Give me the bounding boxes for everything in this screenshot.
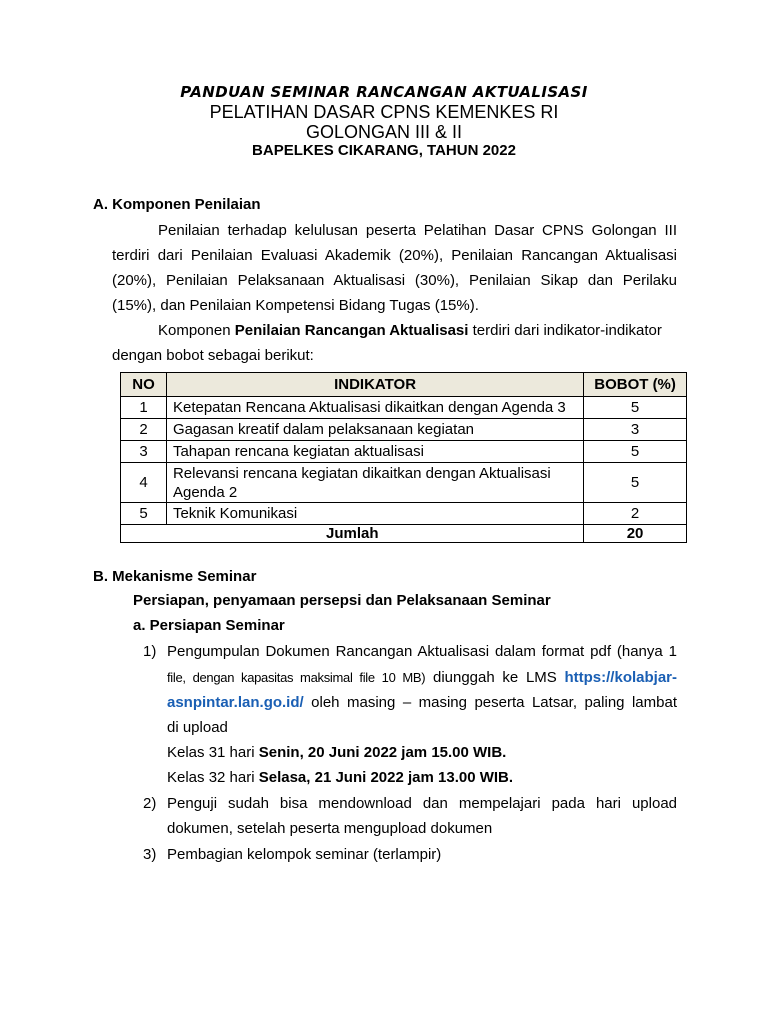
column-header-bobot: BOBOT (%) [584, 373, 687, 397]
cell-no: 2 [121, 419, 167, 441]
section-b-heading: B. Mekanisme Seminar [93, 568, 257, 585]
para2-bold-term: Penilaian Rancangan Aktualisasi [234, 322, 469, 339]
kelas32-schedule: Kelas 32 hari Selasa, 21 Juni 2022 jam 13.00 WIB. [167, 769, 514, 786]
cell-indikator: Teknik Komunikasi [166, 503, 583, 525]
table-row [121, 397, 687, 419]
section-a-para1-line1: Penilaian terhadap kelulusan peserta Pelatihan Dasar CPNS Golongan III [158, 222, 677, 239]
cell-no: 3 [121, 441, 167, 463]
table-row [121, 463, 687, 503]
section-a-para1-line4: (15%), dan Penilaian Kompetensi Bidang Tugas (15%). [112, 297, 479, 314]
table-row [121, 441, 687, 463]
section-a-para2-line1: Komponen Penilaian Rancangan Aktualisasi terdiri dari indikator-indikator [158, 322, 662, 339]
column-header-indikator: INDIKATOR [166, 373, 583, 397]
cell-no: 1 [121, 397, 167, 419]
table-header-row [121, 373, 687, 397]
item2-line2: dokumen, setelah peserta mengupload dokumen [167, 820, 493, 837]
item1-line3: asnpintar.lan.go.id/ oleh masing – masing peserta Latsar, paling lambat [167, 694, 677, 711]
cell-indikator: Ketepatan Rencana Aktualisasi dikaitkan dengan Agenda 3 [166, 397, 583, 419]
cell-indikator: Relevansi rencana kegiatan dikaitkan dengan Aktualisasi Agenda 2 [166, 463, 583, 503]
item1-line2: file, dengan kapasitas maksimal file 10 MB) diunggah ke LMS https://kolabjar- [167, 669, 677, 686]
cell-no: 4 [121, 463, 167, 503]
item1-line4: di upload [167, 719, 228, 736]
cell-bobot: 5 [584, 397, 687, 419]
item3-number: 3) [143, 846, 157, 863]
cell-bobot: 5 [584, 463, 687, 503]
table-row [121, 419, 687, 441]
indicator-table [120, 372, 687, 543]
document-title: PANDUAN SEMINAR RANCANGAN AKTUALISASI [180, 83, 588, 101]
table-total-row [121, 525, 687, 543]
table-row [121, 503, 687, 525]
section-a-heading: A. Komponen Penilaian [93, 196, 261, 213]
document-subtitle-location: BAPELKES CIKARANG, TAHUN 2022 [252, 142, 516, 159]
cell-bobot: 5 [584, 441, 687, 463]
cell-bobot: 3 [584, 419, 687, 441]
cell-no: 5 [121, 503, 167, 525]
column-header-no: NO [121, 373, 167, 397]
document-subtitle-training: PELATIHAN DASAR CPNS KEMENKES RI [209, 102, 559, 122]
cell-bobot: 2 [584, 503, 687, 525]
kelas31-schedule: Kelas 31 hari Senin, 20 Juni 2022 jam 15.00 WIB. [167, 744, 507, 761]
cell-indikator: Tahapan rencana kegiatan aktualisasi [166, 441, 583, 463]
section-a-para1-line2: terdiri dari Penilaian Evaluasi Akademik (20%), Penilaian Rancangan Aktualisasi [112, 247, 677, 264]
item1-line1: Pengumpulan Dokumen Rancangan Aktualisasi dalam format pdf (hanya 1 [167, 643, 677, 660]
item1-number: 1) [143, 643, 157, 660]
section-b-subheading: Persiapan, penyamaan persepsi dan Pelaksanaan Seminar [133, 592, 551, 609]
lms-link[interactable]: https://kolabjar- [564, 669, 677, 686]
document-subtitle-golongan: GOLONGAN III & II [305, 122, 463, 142]
persiapan-heading: a. Persiapan Seminar [133, 617, 285, 634]
cell-indikator: Gagasan kreatif dalam pelaksanaan kegiatan [166, 419, 583, 441]
total-value: 20 [584, 525, 687, 543]
item2-number: 2) [143, 795, 157, 812]
lms-link-continued[interactable]: asnpintar.lan.go.id/ [167, 694, 304, 711]
total-label: Jumlah [121, 525, 584, 543]
section-a-para1-line3: (20%), Penilaian Pelaksanaan Aktualisasi (30%), Penilaian Sikap dan Perilaku [112, 272, 677, 289]
item3-line1: Pembagian kelompok seminar (terlampir) [167, 846, 442, 863]
item2-line1: Penguji sudah bisa mendownload dan mempelajari pada hari upload [167, 795, 677, 812]
section-a-para2-line2: dengan bobot sebagai berikut: [112, 347, 314, 364]
